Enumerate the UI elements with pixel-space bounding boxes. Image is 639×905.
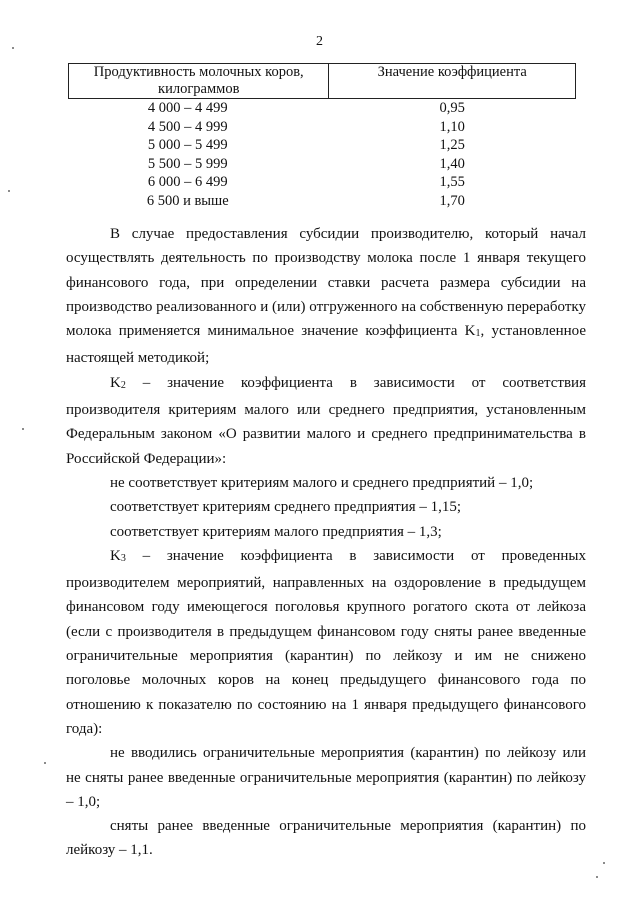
- list-item: не соответствует критериям малого и среднего предприятий – 1,0;: [110, 474, 534, 491]
- table-cell-value: 1,70: [439, 192, 465, 209]
- table-cell-range: 4 000 – 4 499: [147, 100, 228, 116]
- list-item: соответствует критериям среднего предприятия – 1,15;: [110, 499, 462, 516]
- table-cell-value: 1,25: [439, 137, 465, 153]
- scan-speck: [603, 862, 605, 864]
- body-text: [66, 222, 586, 863]
- page-number: 2: [316, 34, 323, 49]
- scan-speck: [12, 47, 14, 49]
- subscript: 1: [475, 328, 481, 340]
- table-row: [69, 155, 576, 174]
- subscript: 3: [120, 552, 126, 564]
- table-cell-value: 1,10: [439, 118, 465, 135]
- coefficient-table: [68, 63, 576, 210]
- paragraph-text-end: , установленное настоящей методикой;: [66, 323, 586, 367]
- paragraph-text: – значение коэффициента в зависимости от проведенных производителем мероприятий, направленных на оздоровление в предыдущем финансовом году имеющегося поголовья крупного рогатого скота от лейкоза (если с производителя в предыдущем финансовом году сняты ранее введенные ограничительные мероприятия (карантин) по лейкозу и им не снижено поголовье молочных коров на конец предыдущего финансового года по отношению к показателю по состоянию на 1 января предыдущего финансового года):: [66, 547, 586, 737]
- table-row: [69, 118, 576, 137]
- coefficient-symbol: K: [110, 374, 121, 391]
- paragraph-k3-definition: [66, 544, 586, 741]
- table-cell-value: 1,55: [439, 174, 465, 190]
- table-row: [69, 173, 576, 192]
- table-cell-range: 5 500 – 5 999: [147, 155, 228, 172]
- table-row: [69, 99, 576, 118]
- header-coefficient: Значение коэффициента: [329, 64, 576, 99]
- table-cell-value: 1,40: [439, 155, 465, 172]
- scan-speck: [22, 428, 24, 430]
- paragraph-text: – значение коэффициента в зависимости от соответствия производителя критериям малого или среднего предприятия, установленным Федеральным законом «О развитии малого и среднего предпринимательства в Российской Федерации»:: [66, 374, 586, 467]
- list-item: сняты ранее введенные ограничительные мероприятия (карантин) по лейкозу – 1,1.: [66, 818, 586, 859]
- table-cell-range: 6 000 – 6 499: [147, 174, 228, 190]
- paragraph-text: В случае предоставления субсидии производителю, который начал осуществлять деятельность по производству молока после 1 января текущего финансового года, при определении ставки расчета размера субсидии на производство реализованного и (или) отгруженного на собственную переработку молока применяется минимальное значение коэффициента K: [66, 226, 586, 340]
- list-item: не вводились ограничительные мероприятия (карантин) по лейкозу или не сняты ранее введенные ограничительные мероприятия (карантин) по лейкозу – 1,0;: [66, 745, 586, 810]
- list-item: соответствует критериям малого предприятия – 1,3;: [110, 523, 442, 540]
- header-productivity: Продуктивность молочных коров, килограммов: [69, 64, 329, 99]
- paragraph-subsidy-new-producer: [66, 222, 586, 371]
- subscript: 2: [120, 379, 126, 391]
- table-row: [69, 136, 576, 155]
- table-cell-range: 5 000 – 5 499: [147, 137, 228, 153]
- scan-speck: [596, 876, 598, 878]
- table-cell-range: 4 500 – 4 999: [147, 118, 228, 135]
- paragraph-k2-definition: [66, 371, 586, 471]
- scan-speck: [44, 762, 46, 764]
- table-cell-value: 0,95: [439, 100, 465, 116]
- table-header-row: [69, 64, 576, 99]
- table-cell-range: 6 500 и выше: [146, 192, 229, 209]
- table-row: [69, 192, 576, 211]
- scan-speck: [8, 190, 10, 192]
- coefficient-symbol: K: [110, 547, 121, 564]
